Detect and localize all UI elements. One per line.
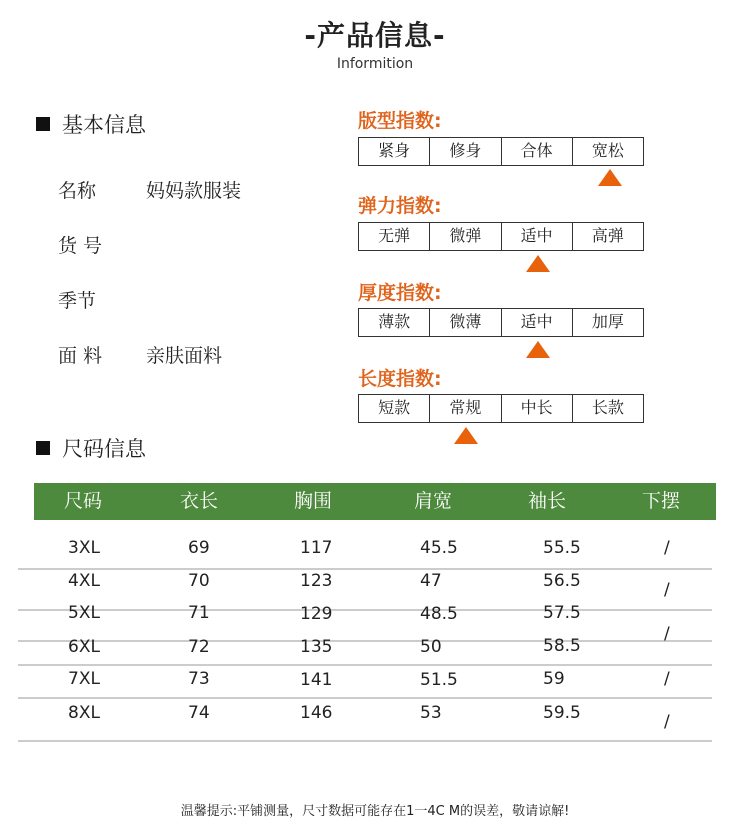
hem-cell: / — [664, 624, 670, 644]
size-cell: 4XL — [68, 571, 100, 591]
length-cell: 74 — [188, 703, 210, 723]
square-bullet-icon — [36, 117, 50, 131]
size-table-header — [34, 483, 716, 520]
fit-index-scale — [358, 137, 644, 166]
thickness-index-title: 厚度指数: — [358, 282, 442, 304]
length-index-option: 常规 — [430, 395, 501, 422]
elasticity-index-option: 无弹 — [359, 223, 430, 250]
shoulder-cell: 47 — [420, 571, 442, 591]
thickness-index-option: 微薄 — [430, 309, 501, 336]
elasticity-index-option: 微弹 — [430, 223, 501, 250]
length-index-option: 短款 — [359, 395, 430, 422]
page-subtitle: Informition — [336, 56, 414, 72]
triangle-marker-icon — [526, 341, 550, 358]
square-bullet-icon — [36, 441, 50, 455]
row-divider — [18, 664, 712, 666]
length-cell: 73 — [188, 669, 210, 689]
chest-cell: 135 — [300, 637, 333, 657]
fit-index-option: 修身 — [430, 138, 501, 165]
column-header: 下摆 — [642, 490, 681, 512]
sleeve-cell: 59.5 — [543, 703, 581, 723]
info-row-fabric — [58, 341, 222, 368]
info-row-item-number — [58, 231, 146, 258]
chest-cell: 141 — [300, 670, 333, 690]
size-info-heading — [36, 433, 146, 463]
info-label: 季节 — [58, 290, 97, 312]
sleeve-cell: 58.5 — [543, 636, 581, 656]
chest-cell: 129 — [300, 604, 333, 624]
elasticity-index-scale — [358, 222, 644, 251]
sleeve-cell: 57.5 — [543, 603, 581, 623]
length-index-option: 中长 — [502, 395, 573, 422]
hem-cell: / — [664, 580, 670, 600]
info-value: 妈妈款服装 — [146, 180, 242, 202]
row-divider — [18, 568, 712, 570]
size-cell: 3XL — [68, 538, 100, 558]
chest-cell: 146 — [300, 703, 333, 723]
hem-cell: / — [664, 712, 670, 732]
fit-index-title: 版型指数: — [358, 110, 442, 132]
basic-info-heading-text: 基本信息 — [62, 113, 146, 137]
column-header: 胸围 — [294, 490, 333, 512]
info-value: 亲肤面料 — [146, 345, 223, 367]
size-cell: 7XL — [68, 669, 100, 689]
sleeve-cell: 56.5 — [543, 571, 581, 591]
length-index-title: 长度指数: — [358, 368, 442, 390]
size-cell: 8XL — [68, 703, 100, 723]
thickness-index-option: 薄款 — [359, 309, 430, 336]
fit-index-option: 宽松 — [591, 141, 624, 160]
page-title: -产品信息- — [304, 19, 446, 52]
info-row-name — [58, 176, 241, 203]
triangle-marker-icon — [598, 169, 622, 186]
length-cell: 70 — [188, 571, 210, 591]
sleeve-cell: 59 — [543, 669, 565, 689]
shoulder-cell: 45.5 — [420, 538, 458, 558]
info-label: 面 料 — [58, 345, 103, 367]
elasticity-index-title: 弹力指数: — [358, 195, 442, 217]
thickness-index-scale — [358, 308, 644, 337]
thickness-index-option: 加厚 — [591, 312, 624, 331]
triangle-marker-icon — [454, 427, 478, 444]
sleeve-cell: 55.5 — [543, 538, 581, 558]
length-cell: 69 — [188, 538, 210, 558]
row-divider — [18, 640, 712, 642]
size-info-heading-text: 尺码信息 — [62, 437, 146, 461]
size-cell: 5XL — [68, 603, 100, 623]
chest-cell: 117 — [300, 538, 333, 558]
hem-cell: / — [664, 669, 670, 689]
length-index-scale — [358, 394, 644, 423]
elasticity-index-option: 高弹 — [591, 226, 624, 245]
info-label: 货 号 — [58, 235, 103, 257]
row-divider — [18, 740, 712, 742]
hem-cell: / — [664, 538, 670, 558]
column-header: 衣长 — [180, 490, 219, 512]
info-row-season — [58, 286, 146, 313]
column-header: 尺码 — [64, 490, 103, 512]
length-cell: 71 — [188, 603, 210, 623]
row-divider — [18, 609, 712, 611]
shoulder-cell: 53 — [420, 703, 442, 723]
fit-index-option: 合体 — [502, 138, 573, 165]
thickness-index-option: 适中 — [502, 309, 573, 336]
length-cell: 72 — [188, 637, 210, 657]
column-header: 肩宽 — [414, 490, 453, 512]
fit-index-option: 紧身 — [359, 138, 430, 165]
size-cell: 6XL — [68, 637, 100, 657]
shoulder-cell: 51.5 — [420, 670, 458, 690]
shoulder-cell: 48.5 — [420, 604, 458, 624]
length-index-option: 长款 — [591, 398, 624, 417]
elasticity-index-option: 适中 — [502, 223, 573, 250]
basic-info-heading — [36, 109, 146, 139]
chest-cell: 123 — [300, 571, 333, 591]
row-divider — [18, 697, 712, 699]
info-label: 名称 — [58, 180, 97, 202]
footer-note: 温馨提示:平铺测量，尺寸数据可能存在1一4C M的误差，敬请谅解! — [180, 804, 570, 819]
triangle-marker-icon — [526, 255, 550, 272]
column-header: 袖长 — [528, 490, 567, 512]
shoulder-cell: 50 — [420, 637, 442, 657]
